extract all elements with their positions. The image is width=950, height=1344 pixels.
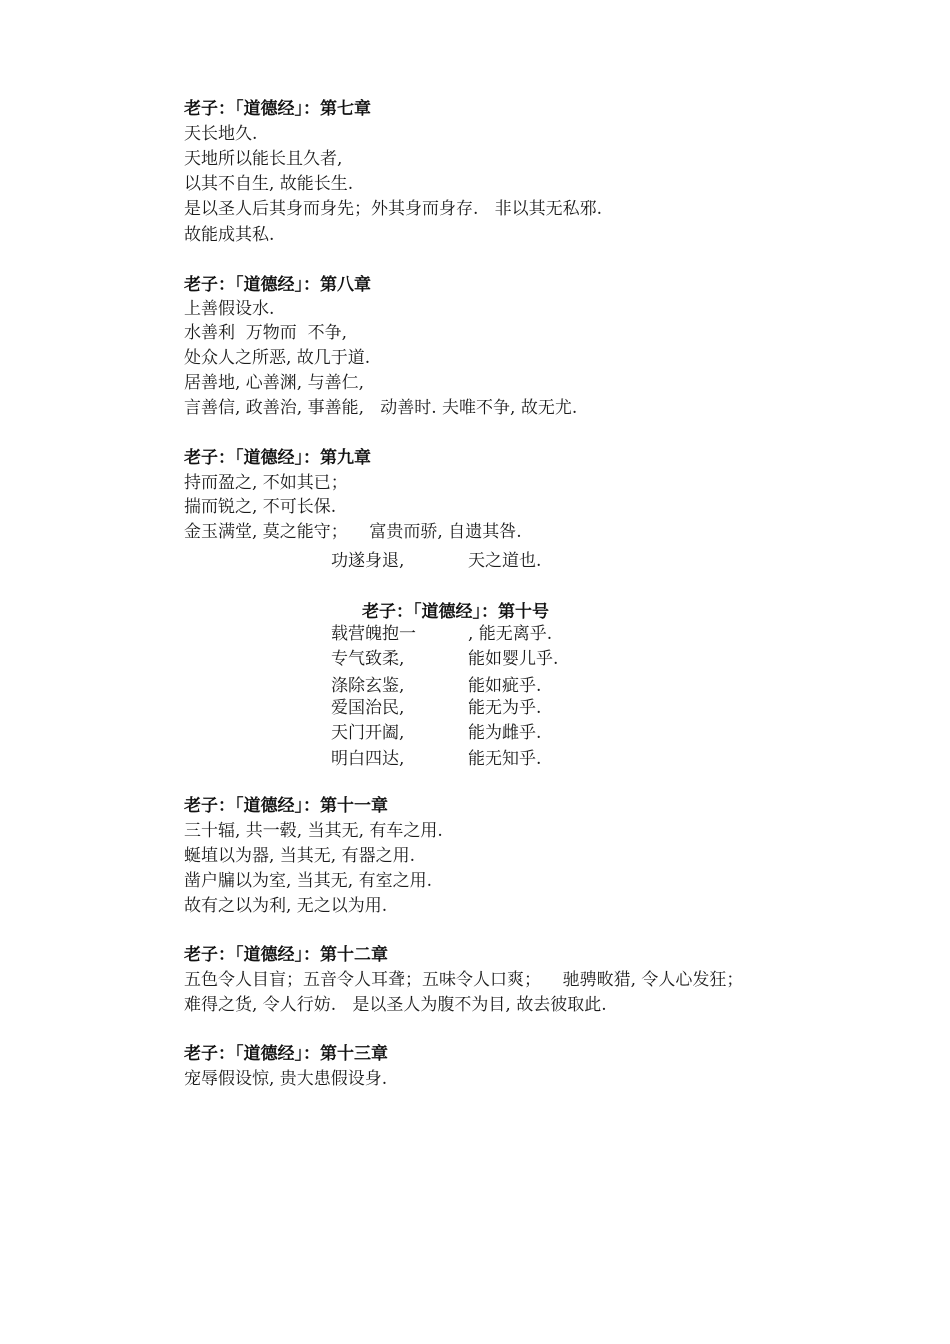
- chapter-9-line-1: 持而盈之, 不如其已；: [184, 473, 348, 493]
- chapter-9-line-2: 揣而锐之, 不可长保.: [184, 497, 337, 517]
- chapter-10-row-5-left: 天门开阖,: [331, 723, 405, 743]
- chapter-10-row-3-left: 涤除玄鉴,: [331, 676, 405, 696]
- chapter-12-line-2: 难得之货, 令人行妨. 是以圣人为腹不为目, 故去彼取此.: [184, 995, 607, 1015]
- chapter-8-line-2: 水善利 万物而 不争,: [184, 323, 348, 343]
- chapter-11-line-1: 三十辐, 共一毂, 当其无, 有车之用.: [184, 821, 443, 841]
- chapter-9-line-4-left: 功遂身退,: [331, 551, 405, 571]
- chapter-13-line-1: 宠辱假设惊, 贵大患假设身.: [184, 1069, 388, 1089]
- chapter-7-line-4: 是以圣人后其身而身先；外其身而身存. 非以其无私邪.: [184, 199, 603, 219]
- chapter-8-line-1: 上善假设水.: [184, 299, 275, 319]
- chapter-8-line-4: 居善地, 心善渊, 与善仁,: [184, 373, 365, 393]
- chapter-11-line-3: 凿户牖以为室, 当其无, 有室之用.: [184, 871, 433, 891]
- chapter-8-title: 老子：「道德经」：第八章: [184, 275, 371, 295]
- chapter-13-title: 老子：「道德经」：第十三章: [184, 1044, 388, 1064]
- chapter-10-row-2-right: 能如婴儿乎.: [468, 649, 559, 669]
- chapter-7-line-2: 天地所以能长且久者,: [184, 149, 343, 169]
- chapter-10-row-5-right: 能为雌乎.: [468, 723, 542, 743]
- chapter-9-line-4-right: 天之道也.: [468, 551, 542, 571]
- chapter-10-title: 老子：「道德经」：第十号: [362, 602, 549, 622]
- chapter-10-row-6-right: 能无知乎.: [468, 749, 542, 769]
- chapter-7-line-5: 故能成其私.: [184, 225, 275, 245]
- chapter-7-line-1: 天长地久.: [184, 124, 258, 144]
- chapter-10-row-4-left: 爱国治民,: [331, 698, 405, 718]
- chapter-10-row-3-right: 能如疵乎.: [468, 676, 542, 696]
- chapter-10-row-1-right: , 能无离乎.: [468, 624, 553, 644]
- chapter-11-title: 老子：「道德经」：第十一章: [184, 796, 388, 816]
- chapter-9-title: 老子：「道德经」：第九章: [184, 448, 371, 468]
- chapter-11-line-4: 故有之以为利, 无之以为用.: [184, 896, 388, 916]
- chapter-7-line-3: 以其不自生, 故能长生.: [184, 174, 354, 194]
- chapter-10-row-6-left: 明白四达,: [331, 749, 405, 769]
- chapter-8-line-3: 处众人之所恶, 故几于道.: [184, 348, 371, 368]
- chapter-12-line-1: 五色令人目盲；五音令人耳聋；五味令人口爽； 驰骋畋猎, 令人心发狂；: [184, 970, 744, 990]
- chapter-11-line-2: 蜒埴以为器, 当其无, 有器之用.: [184, 846, 416, 866]
- chapter-8-line-5: 言善信, 政善治, 事善能, 动善时. 夫唯不争, 故无尤.: [184, 398, 578, 418]
- chapter-10-row-2-left: 专气致柔,: [331, 649, 405, 669]
- chapter-10-row-1-left: 载营魄抱一: [331, 624, 416, 644]
- chapter-9-line-3: 金玉满堂, 莫之能守； 富贵而骄, 自遗其咎.: [184, 522, 522, 542]
- chapter-7-title: 老子：「道德经」：第七章: [184, 99, 371, 119]
- chapter-10-row-4-right: 能无为乎.: [468, 698, 542, 718]
- chapter-12-title: 老子：「道德经」：第十二章: [184, 945, 388, 965]
